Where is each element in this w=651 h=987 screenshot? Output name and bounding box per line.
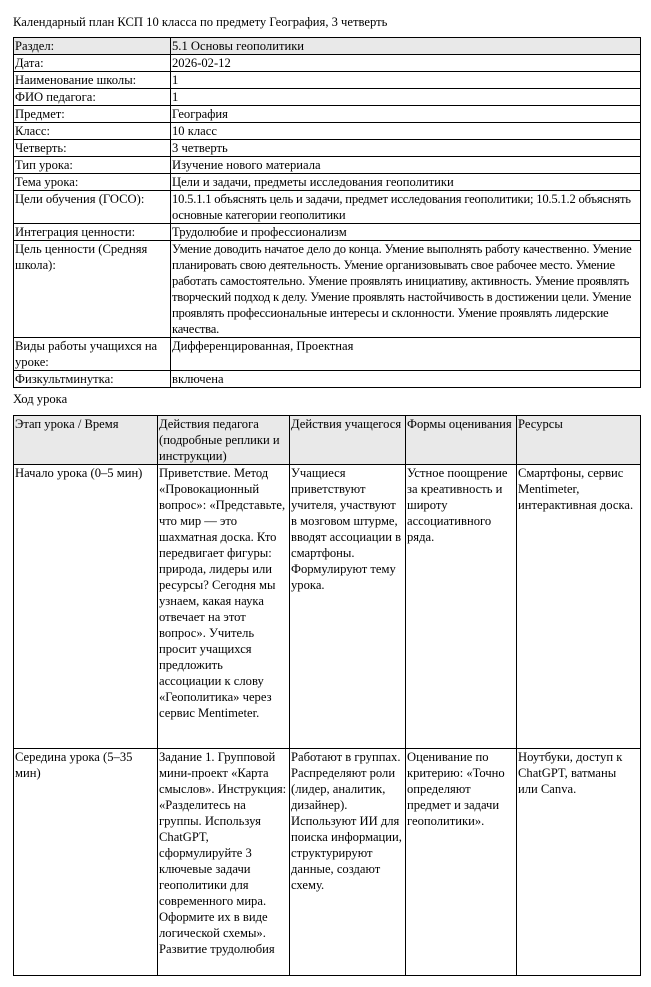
info-label: Класс:: [14, 123, 171, 140]
info-row-section: [14, 38, 641, 55]
info-value: 1: [171, 72, 641, 89]
lesson-flow-heading: Ход урока: [13, 392, 68, 406]
assessment-cell: Устное поощрение за креативность и широту ассоциативного ряда.: [406, 465, 517, 749]
lesson-flow-table: [13, 415, 641, 976]
info-value: 1: [171, 89, 641, 106]
info-label: Физкультминутка:: [14, 371, 171, 388]
info-row-lesson-type: [14, 157, 641, 174]
resources-cell: Ноутбуки, доступ к ChatGPT, ватманы или Canva.: [517, 749, 641, 976]
column-header: Ресурсы: [517, 416, 641, 465]
stage-cell: Середина урока (5–35 мин): [14, 749, 158, 976]
info-label: Раздел:: [14, 38, 171, 55]
assessment-cell: Оценивание по критерию: «Точно определяют предмет и задачи геополитики».: [406, 749, 517, 976]
info-value: Умение доводить начатое дело до конца. Умение выполнять работу качественно. Умение планировать свою деятельность. Умение организовывать свое рабочее место. Умение работать самостоятельно. Умение проявлять инициативу, активность. Умение проявлять творческий подход к делу. Умение проявлять настойчивость в достижении цели. Умение проявлять профессиональные интересы и склонности. Умение проявлять лидерские качества.: [171, 241, 641, 338]
table-row: [14, 465, 641, 749]
table-row: [14, 749, 641, 976]
student-actions-cell: Работают в группах. Распределяют роли (лидер, аналитик, дизайнер). Используют ИИ для поиска информации, структурируют данные, создают схему.: [290, 749, 406, 976]
info-value: 5.1 Основы геополитики: [171, 38, 641, 55]
info-row-physical-break: [14, 371, 641, 388]
info-label: Дата:: [14, 55, 171, 72]
info-value: 10.5.1.1 объяснять цель и задачи, предмет исследования геополитики; 10.5.1.2 объяснять основные категории геополитики: [171, 191, 641, 224]
info-label: Цель ценности (Средняя школа):: [14, 241, 171, 338]
column-header: Этап урока / Время: [14, 416, 158, 465]
column-header: Формы оценивания: [406, 416, 517, 465]
info-label: Тип урока:: [14, 157, 171, 174]
info-row-school: [14, 72, 641, 89]
stage-cell: Начало урока (0–5 мин): [14, 465, 158, 749]
info-row-lesson-topic: [14, 174, 641, 191]
info-value: 3 четверть: [171, 140, 641, 157]
info-label: Предмет:: [14, 106, 171, 123]
resources-cell: Смартфоны, сервис Mentimeter, интерактивная доска.: [517, 465, 641, 749]
table-header-row: [14, 416, 641, 465]
info-value: включена: [171, 371, 641, 388]
info-row-value-goal: [14, 241, 641, 338]
info-value: Цели и задачи, предметы исследования геополитики: [171, 174, 641, 191]
info-row-work-types: [14, 338, 641, 371]
teacher-actions-cell: Приветствие. Метод «Провокационный вопрос»: «Представьте, что мир — это шахматная доска. Кто передвигает фигуры: природа, лидеры или ресурсы? Сегодня мы узнаем, какая наука отвечает на этот вопрос». Учитель просит учащихся предложить ассоциации к слову «Геополитика» через сервис Mentimeter.: [158, 465, 290, 749]
info-label: Интеграция ценности:: [14, 224, 171, 241]
info-label: Тема урока:: [14, 174, 171, 191]
info-value: География: [171, 106, 641, 123]
info-value: Изучение нового материала: [171, 157, 641, 174]
info-value: Трудолюбие и профессионализм: [171, 224, 641, 241]
lesson-info-table: [13, 37, 641, 388]
info-row-date: [14, 55, 641, 72]
teacher-actions-cell: Задание 1. Групповой мини-проект «Карта смыслов». Инструкция: «Разделитесь на группы. Используя ChatGPT, сформулируйте 3 ключевые задачи геополитики для современного мира. Оформите их в виде логической схемы». Развитие трудолюбия: [158, 749, 290, 976]
info-row-learning-goals: [14, 191, 641, 224]
info-value: 2026-02-12: [171, 55, 641, 72]
info-row-teacher: [14, 89, 641, 106]
info-label: Наименование школы:: [14, 72, 171, 89]
column-header: Действия педагога (подробные реплики и инструкции): [158, 416, 290, 465]
student-actions-cell: Учащиеся приветствуют учителя, участвуют в мозговом штурме, вводят ассоциации в смартфоны. Формулируют тему урока.: [290, 465, 406, 749]
info-label: Виды работы учащихся на уроке:: [14, 338, 171, 371]
info-label: Четверть:: [14, 140, 171, 157]
info-value: 10 класс: [171, 123, 641, 140]
document-title: Календарный план КСП 10 класса по предмету География, 3 четверть: [13, 15, 388, 29]
info-row-grade: [14, 123, 641, 140]
info-row-value-integration: [14, 224, 641, 241]
info-row-quarter: [14, 140, 641, 157]
info-value: Дифференцированная, Проектная: [171, 338, 641, 371]
info-label: ФИО педагога:: [14, 89, 171, 106]
info-row-subject: [14, 106, 641, 123]
info-label: Цели обучения (ГОСО):: [14, 191, 171, 224]
column-header: Действия учащегося: [290, 416, 406, 465]
